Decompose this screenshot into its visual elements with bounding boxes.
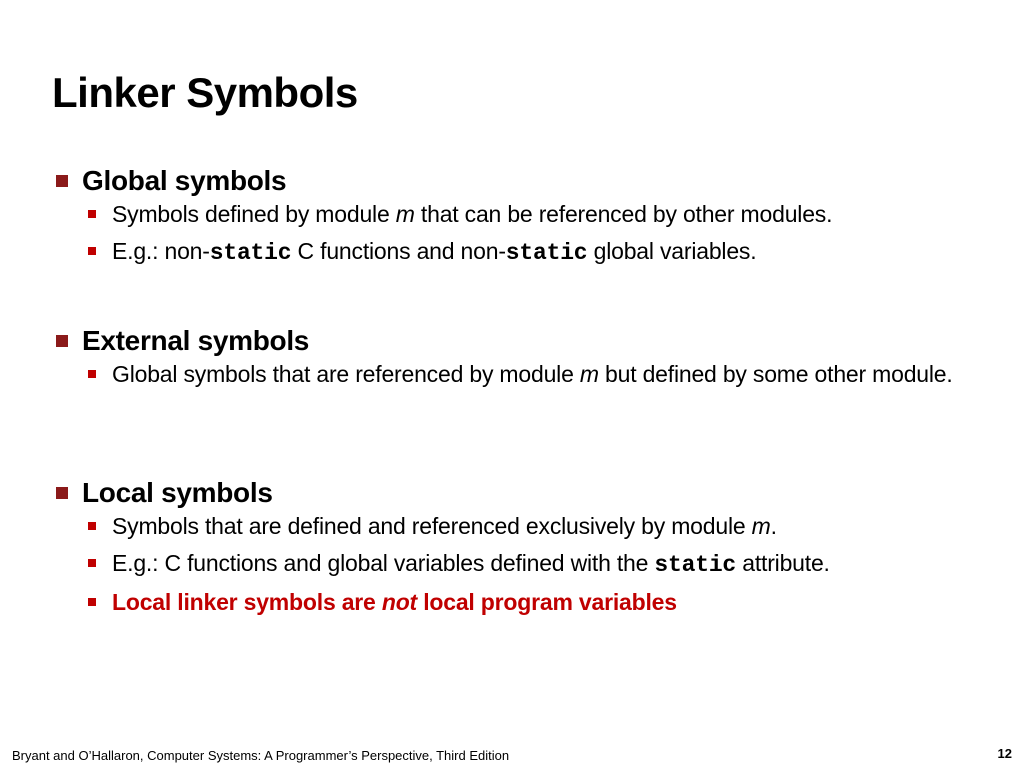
text-run: .	[770, 513, 777, 539]
text-run: Local linker symbols are	[112, 589, 382, 615]
square-bullet-icon	[88, 370, 96, 378]
text-run: Global symbols that are referenced by module	[112, 361, 580, 387]
sub-bullet-list	[56, 200, 1006, 268]
section-title: Local symbols	[82, 477, 273, 508]
square-bullet-icon	[88, 210, 96, 218]
sub-bullet-list	[56, 512, 1006, 617]
square-bullet-icon	[88, 559, 96, 567]
text-run: that can be referenced by other modules.	[414, 201, 833, 227]
footer-citation: Bryant and O’Hallaron, Computer Systems: A Programmer’s Perspective, Third Edition	[12, 748, 510, 763]
text-run: attribute.	[736, 550, 830, 576]
text-run: C functions and non-	[291, 238, 506, 264]
italic-term: m	[395, 201, 415, 227]
text-run: global variables.	[587, 238, 757, 264]
italic-emphasis: not	[381, 589, 418, 615]
square-bullet-icon	[88, 247, 96, 255]
text-run: Symbols defined by module	[112, 201, 396, 227]
list-item	[56, 549, 1006, 580]
code-keyword: static	[654, 552, 737, 578]
italic-term: m	[751, 513, 771, 539]
sub-bullet-list	[56, 360, 1006, 389]
square-bullet-icon	[56, 175, 68, 187]
text-run: E.g.: C functions and global variables defined with the	[112, 550, 655, 576]
slide-title: Linker Symbols	[52, 69, 358, 116]
section-heading-row	[56, 324, 1006, 358]
text-run: E.g.: non-	[112, 238, 210, 264]
section-title: External symbols	[82, 325, 310, 356]
list-item	[56, 512, 1006, 541]
section-title: Global symbols	[82, 165, 287, 196]
section-global-symbols	[56, 164, 1006, 276]
text-run: local program variables	[417, 589, 677, 615]
list-item	[56, 360, 1006, 389]
page-number: 12	[997, 746, 1012, 761]
text-run: Symbols that are defined and referenced exclusively by module	[112, 513, 752, 539]
list-item	[56, 237, 1006, 268]
list-item-highlight	[56, 588, 1006, 617]
text-run: but defined by some other module.	[598, 361, 953, 387]
italic-term: m	[579, 361, 599, 387]
square-bullet-icon	[88, 522, 96, 530]
section-external-symbols	[56, 324, 1006, 397]
section-heading-row	[56, 164, 1006, 198]
list-item	[56, 200, 1006, 229]
square-bullet-icon	[88, 598, 96, 606]
square-bullet-icon	[56, 335, 68, 347]
section-heading-row	[56, 476, 1006, 510]
code-keyword: static	[209, 240, 292, 266]
code-keyword: static	[505, 240, 588, 266]
section-local-symbols	[56, 476, 1006, 625]
square-bullet-icon	[56, 487, 68, 499]
